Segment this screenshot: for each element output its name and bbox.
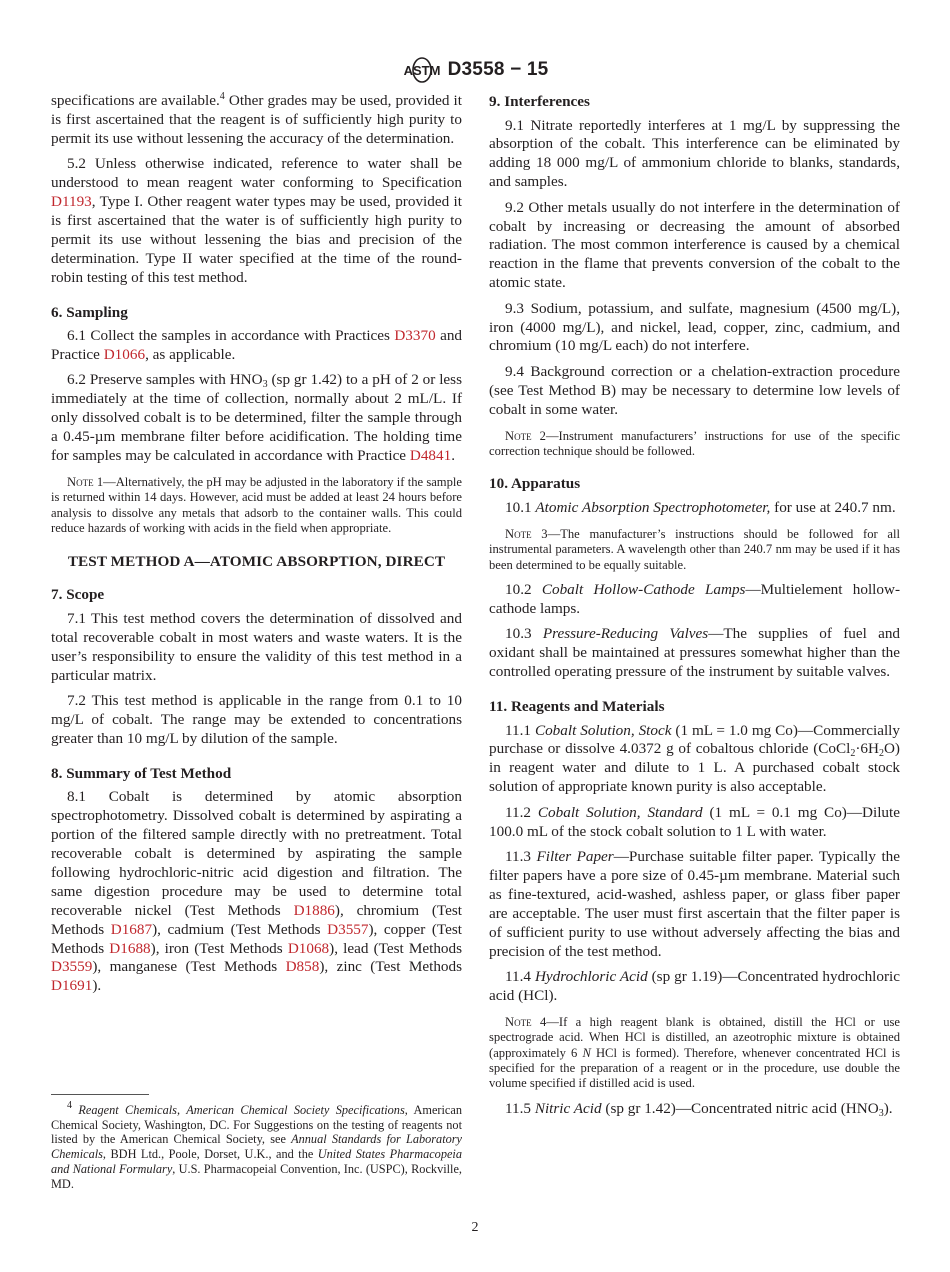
astm-logo-icon — [402, 57, 442, 83]
paragraph-11-1: 11.1 Cobalt Solution, Stock (1 mL = 1.0 mg Co)—Commercially purchase or dissolve 4.0372 g of cobaltous chloride $(CoCl_2\cdot 6H_2O)$ in reagent water and dilute to 1 L. A purchased cobalt stock solution of appropriate known purity is also acceptable. — [489, 721, 900, 796]
paragraph-8-1: 8.1 Cobalt is determined by atomic absorption spectrophotometry. Dissolved cobalt is determined by aspirating a portion of the filtered sample directly with no pretreatment. Total recoverable cobalt is determined by aspirating the sample following hydrochloric-nitric acid digestion and filtration. The same digestion procedure may be used to determine total recoverable nickel (Test Methods D1886), chromium (Test Methods D1687), cadmium (Test Methods D3557), copper (Test Methods D1688), iron (Test Methods D1068), lead (Test Methods D3559), manganese (Test Methods D858), zinc (Test Methods D1691). — [51, 788, 463, 995]
paragraph-11-5: 11.5 Nitric Acid (sp gr 1.42)—Concentrated nitric acid $(HNO_3)$. — [505, 1099, 893, 1119]
paragraph-9-4: 9.4 Background correction or a chelation-extraction procedure (see Test Method B) may be necessary to determine low levels of cobalt in some water. — [489, 362, 900, 418]
paragraph-11-2: 11.2 Cobalt Solution, Standard (1 mL = 0.1 mg Co)—Dilute 100.0 mL of the stock cobalt solution to 1 L with water. — [489, 803, 900, 840]
document-number: D3558 − 15 — [447, 59, 549, 80]
paragraph-9-1: 9.1 Nitrate reportedly interferes at 1 mg/L by suppressing the absorption of the cobalt. This interference can be eliminated by adding 18 000 mg/L of ammonium chloride to blanks, standards, and samples. — [489, 116, 900, 191]
link-d3557[interactable]: D3557 — [327, 920, 369, 938]
paragraph-10-3: 10.3 Pressure-Reducing Valves—The supplies of fuel and oxidant shall be maintained at pressures somewhat higher than the controlled operating pressure of the instrument by suitable valves. — [489, 625, 901, 681]
link-d4841[interactable]: D4841 — [409, 447, 452, 464]
paragraph-5-2: 5.2 Unless otherwise indicated, reference to water shall be understood to mean reagent water conforming to Specification D1193, Type I. Other reagent water types may be used, provided it is first ascertained that the water is of sufficiently high purity to permit its use without lessening the bias and precision of the determination. Type II water specified at the time of the round-robin testing of this test method. — [51, 155, 462, 286]
paragraph-11-3: 11.3 Filter Paper—Purchase suitable filter paper. Typically the filter papers have a pore size of 0.45-µm membrane. Material such as fine-textured, acid-washed, ashless paper, or glass fiber paper are acceptable. The user must first ascertain that the filter paper is of sufficient purity to use without adversely affecting the bias and precision of the test method. — [489, 848, 901, 960]
paragraph-10-1: 10.1 Atomic Absorption Spectrophotometer, for use at 240.7 nm. — [505, 498, 896, 516]
section-7-heading: 7. Scope — [51, 586, 105, 604]
paragraph-7-2: 7.2 This test method is applicable in the range from 0.1 to 10 mg/L of cobalt. The range may be extended to concentrations greater than 10 mg/L by dilution of the sample. — [51, 692, 462, 747]
right-column — [489, 92, 900, 1125]
paragraph-5-1-continued: specifications are available.$^4$ Other grades may be used, provided it is first ascertained that the reagent is of sufficiently high purity to permit its use without lessening the accuracy of the determination. — [51, 91, 462, 147]
link-d3370[interactable]: D3370 — [394, 327, 436, 345]
left-column — [51, 92, 462, 1003]
footnote-ref-4[interactable]: 4 — [219, 91, 225, 102]
paragraph-11-4: 11.4 Hydrochloric Acid (sp gr 1.19)—Concentrated hydrochloric acid (HCl). — [489, 967, 901, 1004]
note-2: Note 2—Instrument manufacturers’ instructions for use of the specific correction technique should be followed. — [489, 428, 900, 458]
section-11-heading: 11. Reagents and Materials — [489, 698, 665, 716]
link-d1066[interactable]: D1066 — [103, 345, 146, 363]
section-8-heading: 8. Summary of Test Method — [51, 764, 232, 782]
footnote-4: $^4$ Reagent Chemicals, American Chemical Society Specifications, American Chemical Society, Washington, DC. For Suggestions on the testing of reagents not listed by the American Chemical Society, see Annual Standards for Laboratory Chemicals, BDH Ltd., Poole, Dorset, U.K., and the United States Pharmacopeia and National Formulary, U.S. Pharmacopeial Convention, Inc. (USPC), Rockville, MD. — [51, 1100, 463, 1191]
link-d1886[interactable]: D1886 — [293, 901, 335, 919]
section-9-heading: 9. Interferences — [489, 93, 590, 110]
link-d1691[interactable]: D1691 — [51, 977, 93, 995]
link-d1688[interactable]: D1688 — [109, 939, 151, 957]
link-d858[interactable]: D858 — [285, 958, 320, 976]
page-number: 2 — [471, 1220, 479, 1235]
paragraph-9-2: 9.2 Other metals usually do not interfere in the determination of cobalt by increasing or decreasing the amount of absorbed radiation. The most common interference is caused by a chemical reaction in the flame that prevents conversion of the cobalt to the atomic state. — [489, 198, 900, 292]
note-4: Note 4—If a high reagent blank is obtained, distill the HCl or use spectrograde acid. When HCl is distilled, an azeotrophic mixture is obtained (approximately 6 N HCl is formed). Therefore, whenever concentrated HCl is specified for the preparation of a reagent or in the procedure, use double the volume specified if distilled acid is used. — [489, 1014, 900, 1091]
link-d1687[interactable]: D1687 — [110, 920, 153, 938]
section-6-heading: 6. Sampling — [51, 303, 128, 321]
link-d3559[interactable]: D3559 — [51, 958, 93, 976]
section-10-heading: 10. Apparatus — [489, 475, 581, 493]
paragraph-10-2: 10.2 Cobalt Hollow-Cathode Lamps—Multielement hollow-cathode lamps. — [489, 581, 901, 617]
paragraph-6-1: 6.1 Collect the samples in accordance with Practices D3370 and Practice D1066, as applicable. — [51, 327, 463, 363]
note-1: Note 1—Alternatively, the pH may be adjusted in the laboratory if the sample is returned within 14 days. However, acid must be added at least 24 hours before analysis to dissolve any metals that adsorb to the container walls. This could reduce hazards of working with acids in the field when appropriate. — [51, 474, 462, 536]
paragraph-6-2: 6.2 Preserve samples with $HNO_3$ (sp gr 1.42) to a pH of 2 or less immediately at the time of collection, normally about 2 mL/L. If only dissolved cobalt is to be determined, filter the sample through a 0.45-µm membrane filter before acidification. The holding time for samples may be calculated in accordance with Practice D4841. — [51, 371, 462, 464]
paragraph-7-1: 7.1 This test method covers the determination of dissolved and total recoverable cobalt in most waters and waste waters. It is the user’s responsibility to ensure the validity of this test method in a particular matrix. — [51, 609, 462, 684]
svg-text:ASTM: ASTM — [403, 63, 441, 78]
link-d1193[interactable]: D1193 — [51, 193, 92, 211]
page-header — [0, 56, 950, 84]
link-d1068[interactable]: D1068 — [287, 939, 330, 957]
paragraph-9-3: 9.3 Sodium, potassium, and sulfate, magnesium (4500 mg/L), iron (4000 mg/L), and nickel, lead, copper, zinc, cadmium, and chromium (10 mg/L each) do not interfere. — [489, 299, 900, 355]
test-method-a-heading: TEST METHOD A—ATOMIC ABSORPTION, DIRECT — [67, 552, 446, 570]
footnote-divider — [51, 1094, 149, 1095]
note-3: Note 3—The manufacturer’s instructions should be followed for all instrumental parameters. A wavelength other than 240.7 nm may be used if it has been determined to be equally suitable. — [489, 526, 900, 572]
